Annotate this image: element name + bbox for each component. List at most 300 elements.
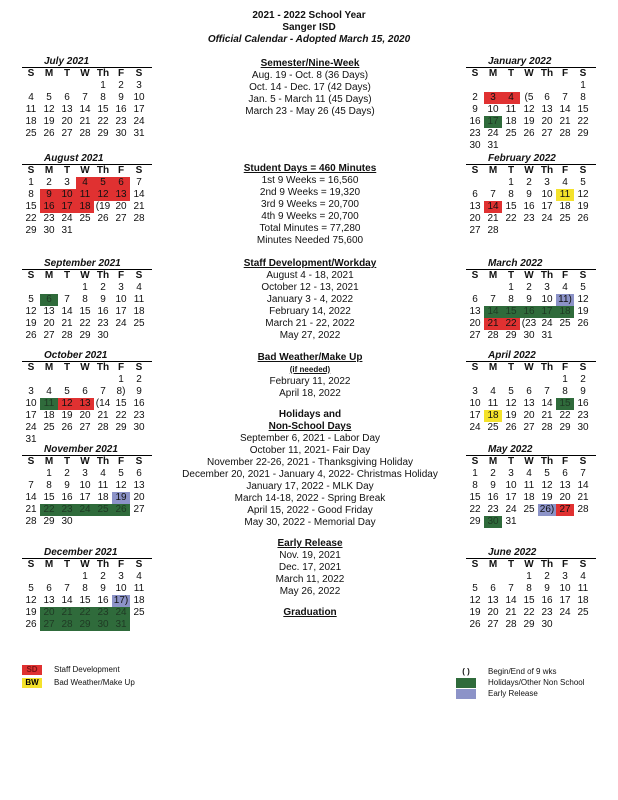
early-release-title: Early Release [277,538,343,549]
day-cell: 13 [523,398,535,409]
day-cell: 29 [505,330,517,341]
day-cell: 5 [94,177,112,189]
day-cell: 30 [469,140,481,151]
day-cell: 7 [136,177,142,188]
empty-cell [94,516,112,528]
month-calendar [22,547,152,631]
day-cell: 20 [115,201,127,212]
empty-cell [556,516,574,528]
day-cell: 19 [61,410,73,421]
day-cell: 5 [580,282,586,293]
month-calendar [466,56,596,152]
day-cell: 16 [61,492,73,503]
day-cell: 25 [25,128,37,139]
day-cell: 21 [133,201,145,212]
day-cell: 12 [25,595,37,606]
month-grid [22,455,152,528]
day-cell: 28 [133,213,145,224]
semester-section [150,58,470,118]
day-cell: 28 [58,619,76,631]
semester-line: Aug. 19 - Oct. 8 (36 Days) [251,70,369,81]
day-cell: 6 [472,294,478,305]
day-cell: 7 [64,294,70,305]
holiday-line: September 6, 2021 - Labor Day [239,433,381,444]
month-calendar [466,444,596,528]
day-cell: 12 [58,398,76,410]
day-cell: 7 [562,92,568,103]
day-cell: 1 [82,571,88,582]
day-cell: 20 [469,318,481,329]
weekday-label: F [117,559,125,570]
day-cell: 26 [61,422,73,433]
day-cell: 25 [43,422,55,433]
day-cell: 7 [580,468,586,479]
empty-cell [520,80,538,92]
day-cell: 11 [505,104,517,115]
empty-cell [484,80,502,92]
month-title: January 2022 [488,56,552,67]
day-cell: 26 [97,213,109,224]
day-cell: 14 [61,306,73,317]
day-cell: 11 [487,398,499,409]
day-cell: 9 [526,294,532,305]
day-cell: 31 [505,516,517,527]
weekday-label: S [471,68,479,79]
day-cell: 17 [541,201,553,212]
day-cell: 9 [490,480,496,491]
day-cell: 5 [46,92,52,103]
day-cell: 18 [43,410,55,421]
weekday-label: W [524,68,534,79]
day-cell: 9 [526,189,532,200]
day-cell: 2 [136,374,142,385]
day-cell: 18 [25,116,37,127]
month-calendar [22,350,152,446]
day-cell: 25 [559,318,571,329]
day-cell: 6 [40,294,58,306]
bad-weather-section [150,352,470,400]
day-cell: 10 [541,189,553,200]
day-cell: 17 [133,104,145,115]
empty-cell [502,571,520,583]
day-cell: 31 [61,225,73,236]
day-cell: 15 [97,104,109,115]
month-calendar [466,153,596,237]
day-cell: 1 [526,571,532,582]
day-cell: 22 [97,116,109,127]
day-cell: 2 [100,571,106,582]
day-cell: 23 [115,116,127,127]
day-cell: 1 [472,468,478,479]
day-cell: 8 [46,480,52,491]
weekday-label: F [117,362,125,373]
empty-cell [556,330,574,342]
day-cell: 12 [541,480,553,491]
weekday-label: W [80,456,90,467]
day-cell: 8 [100,92,106,103]
month-grid [22,361,152,446]
day-cell: 15 [79,306,91,317]
legend-label: Staff Development [54,665,120,674]
day-cell: 11) [556,294,574,306]
day-cell: 13 [43,306,55,317]
day-cell: 6 [472,189,478,200]
day-cell: 10 [469,398,481,409]
day-cell: 8 [472,480,478,491]
holiday-line: April 15, 2022 - Good Friday [247,505,373,516]
day-cell: 7 [100,386,106,397]
empty-cell [130,330,148,342]
month-grid [466,361,596,434]
bad-weather-line: April 18, 2022 [279,388,341,399]
weekday-label: S [27,68,35,79]
legend-left [22,664,135,688]
day-cell: 20 [487,607,499,618]
empty-cell [556,619,574,631]
empty-cell [76,225,94,237]
page-header [0,10,618,46]
day-cell: 21 [505,607,517,618]
weekday-label: W [80,362,90,373]
day-cell: 23 [43,213,55,224]
empty-cell [502,225,520,237]
weekday-label: Th [540,362,554,373]
day-cell: 10 [79,480,91,491]
weekday-label: Th [540,270,554,281]
holiday-line: March 14-18, 2022 - Spring Break [234,493,386,504]
day-cell: 3 [118,282,124,293]
day-cell: 5 [28,294,34,305]
day-cell: 24 [487,128,499,139]
day-cell: 25 [523,504,535,515]
day-cell: 5 [28,583,34,594]
day-cell: 6 [64,92,70,103]
empty-cell [76,80,94,92]
day-cell: 7 [28,480,34,491]
weekday-label: M [488,68,498,79]
day-cell: 29 [577,128,589,139]
day-cell: 17 [505,492,517,503]
day-cell: 10 [505,480,517,491]
day-cell: 27 [43,330,55,341]
empty-cell [40,282,58,294]
district-name: Sanger ISD [282,22,336,33]
weekday-label: M [488,362,498,373]
weekday-label: M [488,165,498,176]
legend-label: Begin/End of 9 wks [488,667,557,676]
day-cell: 11 [523,480,535,491]
day-cell: 26 [112,504,130,516]
empty-cell [484,177,502,189]
staff-dev-line: August 4 - 18, 2021 [266,270,354,281]
day-cell: 17 [484,116,502,128]
day-cell: 20 [79,410,91,421]
day-cell: 9 [100,294,106,305]
empty-cell [502,374,520,386]
day-cell: 30 [541,619,553,630]
school-year-title: 2021 - 2022 School Year [252,10,366,21]
weekday-label: S [27,165,35,176]
empty-cell [574,140,592,152]
day-cell: 27 [115,213,127,224]
day-cell: 16 [133,398,145,409]
early-release-section [150,538,470,598]
day-cell: 31 [112,619,130,631]
legend-item-early [456,688,585,699]
weekday-label: M [44,165,54,176]
empty-cell [22,374,40,386]
weekday-label: S [579,165,587,176]
day-cell: 18 [556,306,574,318]
day-cell: 7 [490,189,496,200]
day-cell: 24 [76,504,94,516]
day-cell: 13 [112,189,130,201]
day-cell: 22 [25,213,37,224]
semester-title: Semester/Nine-Week [260,58,360,69]
month-grid [466,269,596,342]
day-cell: 16 [97,595,109,606]
legend-label: Holidays/Other Non School [488,678,585,687]
weekday-label: S [471,559,479,570]
day-cell: 1 [118,374,124,385]
weekday-label: Th [96,456,110,467]
day-cell: 15 [523,595,535,606]
day-cell: 12 [523,104,535,115]
weekday-label: S [27,456,35,467]
day-cell: 31 [487,140,499,151]
day-cell: 19 [469,607,481,618]
day-cell: 30 [97,330,109,341]
empty-cell [58,80,76,92]
student-days-title: Student Days = 460 Minutes [243,163,377,174]
day-cell: 27 [523,422,535,433]
holiday-line: October 11, 2021- Fair Day [249,445,371,456]
staff-dev-line: February 14, 2022 [269,306,351,317]
student-days-line: Minutes Needed 75,600 [256,235,364,246]
day-cell: 2 [64,468,70,479]
day-cell: 22 [76,607,94,619]
day-cell: 9 [100,583,106,594]
weekday-label: W [524,362,534,373]
day-cell: 30 [484,516,502,528]
staff-dev-title: Staff Development/Workday [243,258,377,269]
day-cell: 18 [559,201,571,212]
weekday-label: F [561,456,569,467]
day-cell: 3 [28,386,34,397]
month-grid [22,67,152,140]
day-cell: 29 [97,128,109,139]
weekday-label: Th [540,456,554,467]
day-cell: 16 [115,104,127,115]
empty-cell [22,282,40,294]
day-cell: 12 [94,189,112,201]
day-cell: 29 [79,330,91,341]
day-cell: 29 [469,516,481,527]
day-cell: 15 [505,201,517,212]
month-calendar [466,547,596,631]
day-cell: 8 [82,583,88,594]
day-cell: 3 [484,92,502,104]
day-cell: 5 [64,386,70,397]
day-cell: 8 [82,294,88,305]
legend-label: Bad Weather/Make Up [54,678,135,687]
day-cell: 6 [544,92,550,103]
day-cell: 18 [484,410,502,422]
day-cell: 22 [505,213,517,224]
weekday-label: T [507,362,515,373]
day-cell: 3 [136,80,142,91]
weekday-label: F [561,68,569,79]
month-title: April 2022 [488,350,536,361]
day-cell: 22 [502,318,520,330]
day-cell: 31 [133,128,145,139]
day-cell: (5 [524,92,534,103]
day-cell: 22 [523,607,535,618]
day-cell: 19 [112,492,130,504]
day-cell: 2 [526,177,532,188]
day-cell: (19 [95,201,111,212]
weekday-label: Th [96,559,110,570]
month-title: February 2022 [488,153,556,164]
day-cell: 1 [580,80,586,91]
weekday-label: T [507,270,515,281]
day-cell: 18 [97,492,109,503]
empty-cell [538,374,556,386]
day-cell: 6 [490,583,496,594]
holiday-line: November 22-26, 2021 - Thanksgiving Holiday [206,457,414,468]
day-cell: 14 [577,480,589,491]
early-release-line: Nov. 19, 2021 [279,550,341,561]
day-cell: 21 [577,492,589,503]
student-days-line: 1st 9 Weeks = 16,560 [261,175,359,186]
day-cell: 7 [82,92,88,103]
day-cell: 26 [43,128,55,139]
day-cell: 15 [469,492,481,503]
day-cell: 9 [136,386,142,397]
month-calendar [466,258,596,342]
weekday-label: M [44,68,54,79]
day-cell: 22 [40,504,58,516]
day-cell: 21 [97,410,109,421]
day-cell: 2 [544,571,550,582]
day-cell: 8 [580,92,586,103]
day-cell: 21 [61,318,73,329]
day-cell: 24 [133,116,145,127]
weekday-label: M [44,559,54,570]
legend-item-staff [22,664,135,675]
day-cell: 22 [79,318,91,329]
day-cell: 8 [508,294,514,305]
day-cell: 18 [505,116,517,127]
empty-cell [574,619,592,631]
weekday-label: S [135,362,143,373]
day-cell: 12 [43,104,55,115]
empty-cell [538,516,556,528]
day-cell: 27 [487,619,499,630]
day-cell: 4 [580,571,586,582]
day-cell: 13 [61,104,73,115]
bad-weather-line: February 11, 2022 [269,376,351,387]
day-cell: 19 [577,201,589,212]
day-cell: 4 [526,468,532,479]
empty-cell [484,571,502,583]
student-days-line: 3rd 9 Weeks = 20,700 [261,199,359,210]
weekday-label: W [524,559,534,570]
empty-cell [556,225,574,237]
day-cell: 18 [577,595,589,606]
day-cell: 29 [523,619,535,630]
day-cell: 12 [577,294,589,305]
empty-cell [40,374,58,386]
day-cell: 10 [133,92,145,103]
day-cell: 1 [28,177,34,188]
weekday-label: S [135,68,143,79]
weekday-label: T [507,456,515,467]
day-cell: 26 [577,213,589,224]
day-cell: 10 [58,189,76,201]
day-cell: 28 [97,422,109,433]
day-cell: 11 [556,189,574,201]
weekday-label: S [135,456,143,467]
day-cell: 17 [79,492,91,503]
day-cell: 9 [472,104,478,115]
weekday-label: W [80,68,90,79]
day-cell: 10 [559,583,571,594]
day-cell: 8 [28,189,34,200]
day-cell: 14 [484,306,502,318]
day-cell: 27 [133,504,145,515]
day-cell: 5 [580,177,586,188]
empty-cell [520,140,538,152]
day-cell: 27 [40,619,58,631]
day-cell: 25 [577,607,589,618]
weekday-label: Th [96,165,110,176]
day-cell: (23 [521,318,537,329]
day-cell: 14 [559,104,571,115]
weekday-label: S [471,165,479,176]
day-cell: 24 [541,318,553,329]
day-cell: 26 [25,330,37,341]
day-cell: 14 [25,492,37,503]
day-cell: 4 [502,92,520,104]
day-cell: 4 [136,571,142,582]
day-cell: 28 [559,128,571,139]
day-cell: 23 [487,504,499,515]
month-grid [22,558,152,631]
day-cell: 2 [472,92,478,103]
weekday-label: S [471,270,479,281]
month-calendar [466,350,596,434]
weekday-label: T [63,68,71,79]
legend-item-weather [22,677,135,688]
month-title: July 2021 [44,56,90,67]
empty-cell [574,225,592,237]
semester-line: Jan. 5 - March 11 (45 Days) [248,94,372,105]
day-cell: 16 [523,201,535,212]
day-cell: 4 [562,282,568,293]
month-title: September 2021 [44,258,121,269]
legend-right [456,666,585,699]
day-cell: 31 [25,434,37,445]
day-cell: 17 [25,410,37,421]
day-cell: (14 [95,398,111,409]
day-cell: 29 [76,619,94,631]
day-cell: 20 [43,318,55,329]
day-cell: 21 [541,410,553,421]
day-cell: 21 [487,213,499,224]
day-cell: 16 [577,398,589,409]
day-cell: 27 [79,422,91,433]
